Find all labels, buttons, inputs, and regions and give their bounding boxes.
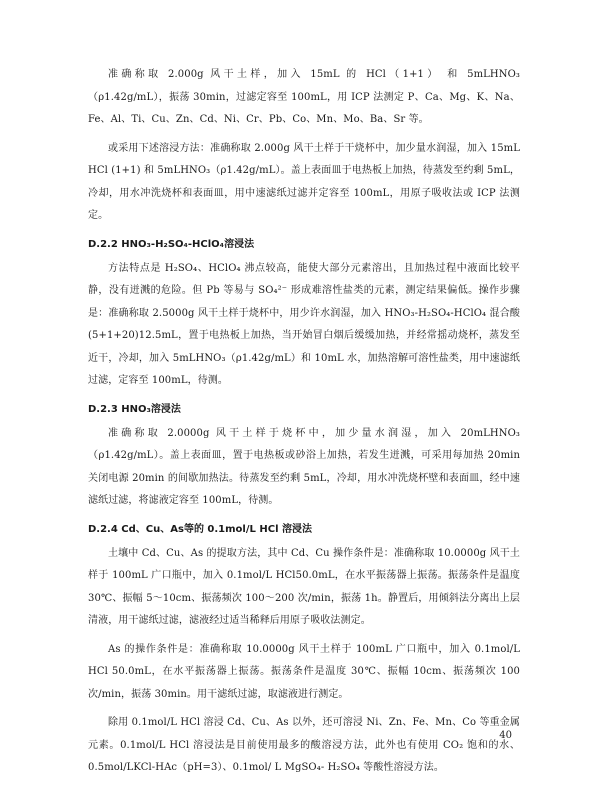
page-number: 40 [499, 730, 512, 741]
section-heading-d24: D.2.4 Cd、Cu、As等的 0.1mol/L HCl 溶浸法 [88, 523, 312, 535]
paragraph-d24-as: As 的操作条件是：准确称取 10.0000g 风干土样于 100mL 广口瓶中，加入 0.1mol/L HCl 50.0mL，在水平振荡器上振荡。振荡条件是温度 30℃、振幅 10cm、振荡频次 100 次/min，振荡 30min。用干滤纸过滤，取滤液进行测定。 [88, 643, 520, 700]
paragraph-d24-cd-cu: 土壤中 Cd、Cu、As 的提取方法，其中 Cd、Cu 操作条件是：准确称取 10.0000g 风干土样于 100mL 广口瓶中，加入 0.1mol/L HCl50.0mL，在水平振荡器上振荡。振荡条件是温度 30℃、振幅 5～10cm、振荡频次 100～200 次/min，振荡 1h。静置后，用倾斜法分离出上层清液，用干滤纸过滤，滤液经过适当稀释后用原子吸收法测定。 [88, 547, 520, 626]
paragraph-d23-method: 准确称取 2.0000g 风干土样于烧杯中，加少量水润湿，加入 20mLHNO₃（ρ1.42g/mL）。盖上表面皿，置于电热板或砂浴上加热，若发生迸溅，可采用每加热 20min 关闭电源 20min 的间歇加热法。待蒸发至约剩 5mL，冷却，用水冲洗烧杯壁和表面皿，经中速滤纸过滤，将滤液定容至 100mL，待测。 [88, 427, 520, 506]
section-heading-d22: D.2.2 HNO₃-H₂SO₄-HClO₄溶浸法 [88, 238, 255, 250]
document-body [88, 64, 520, 786]
paragraph-d22-method: 方法特点是 H₂SO₄、HClO₄ 沸点较高，能使大部分元素溶出，且加热过程中液面比较平静，没有迸溅的危险。但 Pb 等易与 SO₄²⁻ 形成难溶性盐类的元素，测定结果偏低。操作步骤是：准确称取 2.5000g 风干土样于烧杯中，用少许水润湿，加入 HNO₃-H₂SO₄-HClO₄ 混合酸(5+1+20)12.5mL，置于电热板上加热，当开始冒白烟后缓缓加热，并经常摇动烧杯，蒸发至近干，冷却，加入 5mLHNO₃（ρ1.42g/mL）和 10mL 水，加热溶解可溶性盐类，用中速滤纸过滤，定容至 100mL，待测。 [88, 262, 520, 386]
section-heading-d23: D.2.3 HNO₃溶浸法 [88, 403, 181, 415]
paragraph-d24-other: 除用 0.1mol/L HCl 溶浸 Cd、Cu、As 以外，还可溶浸 Ni、Zn、Fe、Mn、Co 等重金属元素。0.1mol/L HCl 溶浸法是目前使用最多的酸溶浸方法，此外也有使用 CO₂ 饱和的水、0.5mol/LKCl-HAc（pH=3）、0.1mol/ L MgSO₄- H₂SO₄ 等酸性溶浸方法。 [88, 717, 520, 773]
paragraph-alternative-method: 或采用下述溶浸方法：准确称取 2.000g 风干土样于干烧杯中，加少量水润湿，加入 15mL HCl (1+1) 和 5mLHNO₃（ρ1.42g/mL）。盖上表面皿于电热板上加热，待蒸发至约剩 5mL，冷却，用水冲洗烧杯和表面皿，用中速滤纸过滤并定容至 100mL，用原子吸收法或 ICP 法测定。 [88, 142, 520, 221]
paragraph-hcl-hno3-method: 准确称取 2.000g 风干土样，加入 15mL 的 HCl（1+1） 和 5mLHNO₃（ρ1.42g/mL），振荡 30min，过滤定容至 100mL，用 ICP 法测定 P、Ca、Mg、K、Na、Fe、Al、Ti、Cu、Zn、Cd、Ni、Cr、Pb、Co、Mn、Mo、Ba、Sr 等。 [88, 69, 520, 125]
